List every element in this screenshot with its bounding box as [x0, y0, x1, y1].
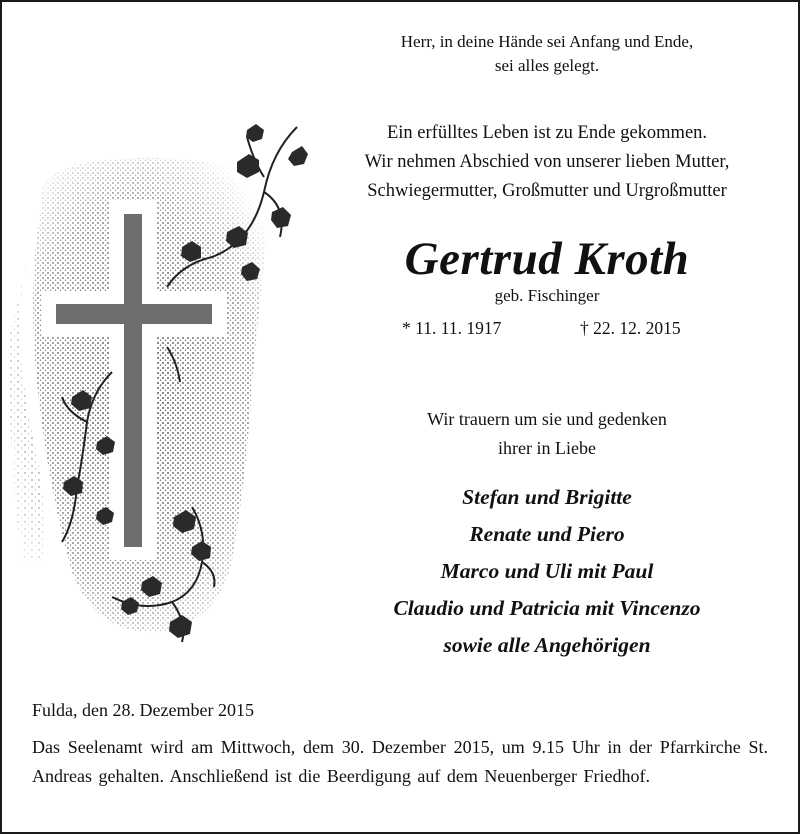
maiden-name: geb. Fischinger	[494, 286, 600, 305]
family-member: sowie alle Angehörigen	[443, 633, 651, 657]
family-member: Renate und Piero	[469, 522, 625, 546]
family-member: Stefan und Brigitte	[462, 485, 632, 509]
motto-line: sei alles gelegt.	[494, 56, 600, 75]
mourning-line: Wir trauern um sie und gedenken	[427, 409, 667, 429]
funeral-notice: Das Seelenamt wird am Mittwoch, dem 30. Dezember 2015, um 9.15 Uhr in der Pfarrkirche St. Andreas gehalten. Anschließend ist die Beerdigung auf dem Neuenberger Friedhof.	[32, 737, 768, 786]
intro-line: Wir nehmen Abschied von unserer lieben Mutter,	[364, 152, 730, 172]
mourning-line: ihrer in Liebe	[498, 438, 596, 458]
intro-text	[312, 119, 782, 206]
death-date: † 22. 12. 2015	[580, 318, 681, 338]
motto-line: Herr, in deine Hände sei Anfang und Ende,	[400, 32, 694, 51]
motto	[322, 30, 772, 78]
family-list	[302, 479, 792, 664]
mourning-text	[332, 405, 762, 463]
cross-with-ivy-icon	[2, 2, 322, 682]
deceased-name: Gertrud Kroth	[404, 233, 690, 285]
intro-line: Ein erfülltes Leben ist zu Ende gekommen.	[386, 123, 708, 143]
place-date: Fulda, den 28. Dezember 2015	[32, 700, 254, 720]
family-member: Claudio und Patricia mit Vincenzo	[393, 596, 701, 620]
birth-date: * 11. 11. 1917	[402, 318, 502, 338]
intro-line: Schwiegermutter, Großmutter und Urgroßmutter	[367, 181, 727, 201]
family-member: Marco und Uli mit Paul	[440, 559, 654, 583]
